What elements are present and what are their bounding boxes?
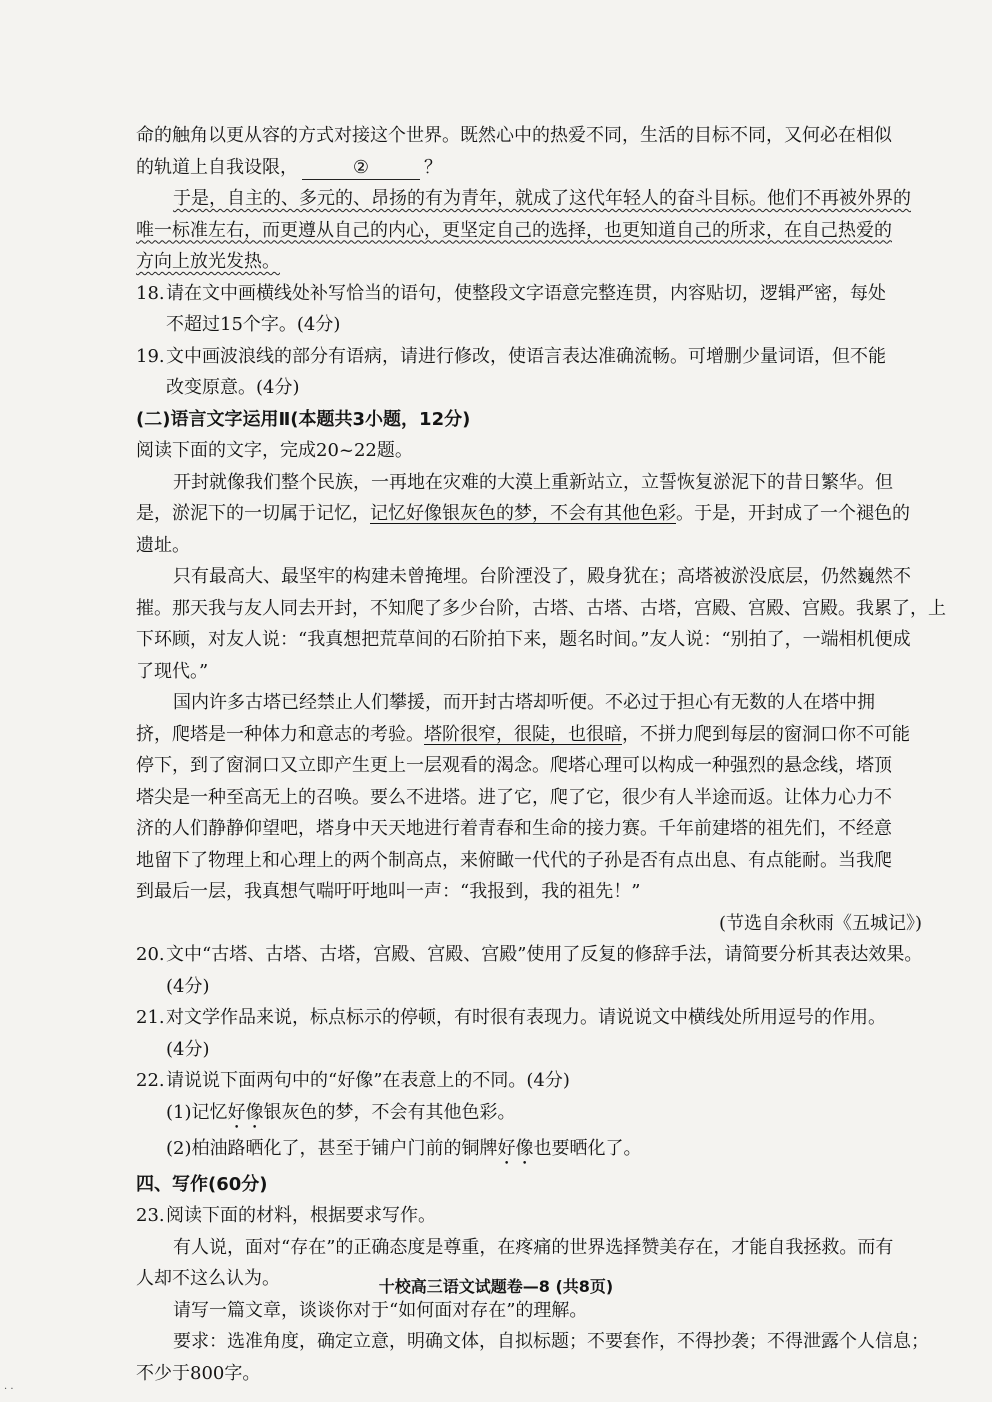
section-2-intro: 阅读下面的文字，完成20~22题。 [136,440,413,461]
fill-blank-2: ② [302,157,420,180]
question-21-cont: (4分) [166,1038,210,1060]
text-span: 挤，爬塔是一种体力和意志的考验。 [136,723,424,745]
passage-line: 摧。那天我与友人同去开封，不知爬了多少台阶，古塔、古塔、古塔，宫殿、宫殿、宫殿。我累了，上 [136,597,946,619]
question-text: 阅读下面的材料，根据要求写作。 [166,1205,436,1226]
passage-line: 停下，到了窗洞口又立即产生更上一层观看的渴念。爬塔心理可以构成一种强烈的悬念线，塔顶 [136,755,892,776]
question-20 [136,939,926,971]
wavy-passage-line [136,183,926,215]
text-span: 。于是，开封成了一个褪色的 [676,503,910,524]
material-line: 人却不这么认为。 [136,1268,280,1289]
passage-line: 到最后一层，我真想气喘吁吁地叫一声：“我报到，我的祖先！” [136,881,641,902]
passage-line: 下环顾，对友人说：“我真想把荒草间的石阶拍下来，题名时间。”友人说：“别拍了，一端相机便成 [136,629,911,650]
question-22 [136,1065,926,1097]
wavy-text: 唯一标准左右，而更遵从自己的内心，更坚定自己的选择，也更知道自己的所求，在自己热爱的 [136,219,892,241]
passage-line: 国内许多古塔已经禁止人们攀援，而开封古塔却听便。不必过于担心有无数的人在塔中拥 [173,692,875,713]
question-number: 22. [136,1070,165,1091]
passage-line: 开封就像我们整个民族，一再地在灾难的大漠上重新站立，立誓恢复淤泥下的昔日繁华。但 [173,471,893,493]
wavy-text: 于是，自主的、多元的、昂扬的有为青年，就成了这代年轻人的奋斗目标。他们不再被外界的 [173,188,911,209]
wavy-passage-line [136,215,926,247]
passage-line: 遗址。 [136,534,190,556]
page-content [136,120,946,1389]
question-number: 21. [136,1007,165,1028]
material-line: 有人说，面对“存在”的正确态度是尊重，在疼痛的世界选择赞美存在，才能自我拯救。而有 [173,1236,894,1258]
question-22-sentence-2 [136,1133,926,1169]
text-span: (2)柏油路晒化了，甚至于铺户门前的铜牌 [166,1137,498,1159]
text-span: (1)记忆 [166,1101,228,1123]
question-22-sentence-1 [136,1097,926,1133]
passage-line [136,498,926,530]
question-text: 对文学作品来说，标点标示的停顿，有时很有表现力。请说说文中横线处所用逗号的作用。 [166,1007,886,1028]
emphasized-text: 好像 [227,1101,264,1123]
question-18-cont: 不超过15个字。(4分) [166,314,341,335]
question-number: 18. [136,282,165,304]
passage-line: 了现代。” [136,660,209,682]
question-number: 20. [136,944,165,965]
wavy-passage-line [136,246,926,278]
passage-line: 只有最高大、最坚牢的构建未曾掩埋。台阶湮没了，殿身犹在；高塔被淤没底层，仍然巍然不 [173,566,911,587]
requirement-line: 不少于800字。 [136,1362,261,1384]
text-span: ，不拼力爬到每层的窗洞口你不可能 [622,723,910,745]
question-number: 19. [136,345,165,367]
text-span: ？ [424,156,442,178]
text-span: 是，淤泥下的一切属于记忆， [136,503,370,524]
emphasized-text: 好像 [497,1137,534,1159]
question-21 [136,1002,926,1034]
question-text: 请在文中画横线处补写恰当的语句，使整段文字语意完整连贯，内容贴切，逻辑严密，每处 [166,282,886,304]
text-span: 的轨道上自我设限， [136,156,298,178]
question-19-cont: 改变原意。(4分) [166,377,300,398]
passage-line [136,719,926,751]
section-4-title: 四、写作(60分) [136,1173,268,1195]
passage-top-line: 命的触角以更从容的方式对接这个世界。既然心中的热爱不同，生活的目标不同，又何必在相似 [136,125,892,146]
passage-source: (节选自余秋雨《五城记》) [718,912,922,934]
scan-mark: · · [4,1384,14,1395]
passage-line: 塔尖是一种至高无上的召唤。要么不进塔。进了它，爬了它，很少有人半途而返。让体力心力不 [136,786,892,808]
question-23 [136,1200,926,1232]
question-20-cont: (4分) [166,975,210,997]
question-text: 文中画波浪线的部分有语病，请进行修改，使语言表达准确流畅。可增删少量词语，但不能 [166,345,886,367]
question-text: 请说说下面两句中的“好像”在表意上的不同。(4分) [166,1070,570,1091]
underlined-text: 记忆好像银灰色的梦，不会有其他色彩 [370,503,676,524]
wavy-text: 方向上放光发热。 [136,251,280,272]
question-18 [136,278,926,310]
passage-line: 地留下了物理上和心理上的两个制高点，来俯瞰一代代的子孙是否有点出息、有点能耐。当我爬 [136,849,892,871]
question-19 [136,341,926,373]
question-text: 文中“古塔、古塔、古塔，宫殿、宫殿、宫殿”使用了反复的修辞手法，请简要分析其表达效果。 [166,944,923,965]
page-footer: 十校高三语文试题卷—8 (共8页) [378,1277,614,1296]
question-number: 23. [136,1205,165,1226]
passage-top-line-blank [136,152,926,184]
underlined-text: 塔阶很窄，很陡，也很暗 [424,723,622,745]
task-line: 请写一篇文章，谈谈你对于“如何面对存在”的理解。 [173,1299,588,1321]
section-2-title: (二)语言文字运用Ⅱ(本题共3小题，12分) [136,408,471,430]
text-span: 银灰色的梦，不会有其他色彩。 [263,1101,516,1123]
requirement-line: 要求：选准角度，确定立意，明确文体，自拟标题；不要套作，不得抄袭；不得泄露个人信息； [173,1331,929,1352]
text-span: 也要晒化了。 [533,1137,642,1159]
passage-line: 济的人们静静仰望吧，塔身中天天地进行着青春和生命的接力赛。千年前建塔的祖先们，不经意 [136,818,892,839]
